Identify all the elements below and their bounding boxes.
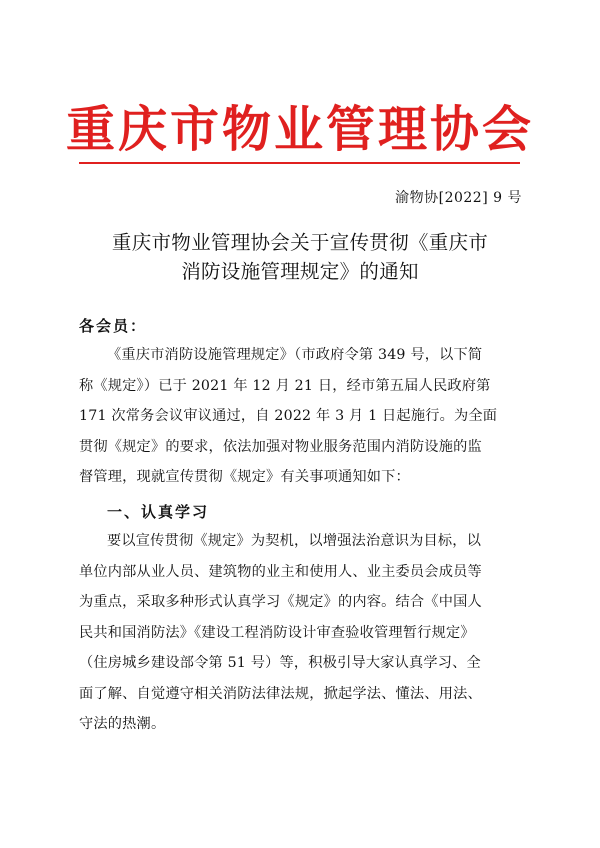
paragraph-line: 为重点，采取多种形式认真学习《规定》的内容。结合《中国人 [79,594,482,610]
masthead-red-rule [79,162,520,164]
document-number: 渝物协[2022] 9 号 [395,190,522,206]
paragraph-line: 贯彻《规定》的要求，依法加强对物业服务范围内消防设施的监 [79,438,482,455]
section-heading: 一、认真学习 [107,503,210,521]
paragraph-line: 171 次常务会议审议通过，自 2022 年 3 月 1 日起施行。为全面 [79,408,498,424]
paragraph-line: 守法的热潮。 [79,716,166,732]
notice-title-line: 重庆市物业管理协会关于宣传贯彻《重庆市 [111,231,489,254]
salutation: 各会员： [79,317,148,335]
paragraph-line: （住房城乡建设部令第 51 号）等，积极引导大家认真学习、全 [79,655,481,671]
paragraph-line: 督管理，现就宣传贯彻《规定》有关事项通知如下： [79,469,410,485]
intro-paragraph [79,340,524,493]
paragraph-line: 单位内部从业人员、建筑物的业主和使用人、业主委员会成员等 [79,563,482,580]
paragraph-line: 面了解、自觉遵守相关消防法律法规，掀起学法、懂法、用法、 [79,685,482,702]
paragraph-line: 《重庆市消防设施管理规定》（市政府令第 349 号，以下简 [107,347,483,363]
org-masthead: 重庆市物业管理协会 [65,100,534,158]
paragraph-line: 民共和国消防法》《建设工程消防设计审查验收管理暂行规定》 [79,624,475,641]
notice-title [60,228,540,286]
paragraph-line: 要以宣传贯彻《规定》为契机，以增强法治意识为目标，以 [107,533,482,549]
section-1-paragraph [79,526,524,740]
notice-title-line: 消防设施管理规定》的通知 [181,260,419,283]
paragraph-line: 称《规定》）已于 2021 年 12 月 21 日，经市第五届人民政府第 [79,377,491,394]
